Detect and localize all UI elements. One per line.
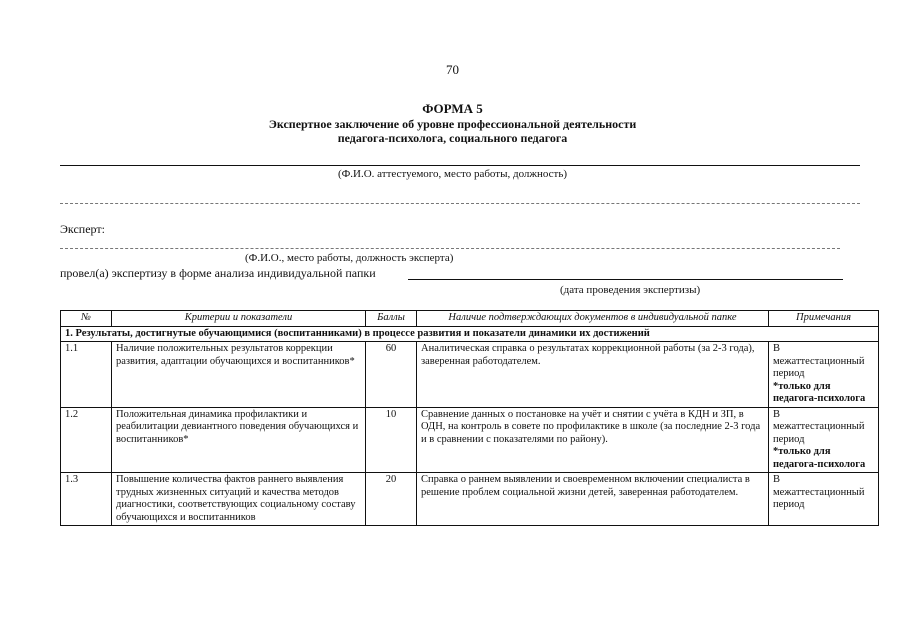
subtitle-line-2: педагога-психолога, социального педагога [337, 131, 568, 145]
page-number: 70 [446, 62, 459, 77]
row-number: 1.1 [61, 342, 112, 408]
header-criteria: Критерии и показатели [112, 311, 366, 327]
note-bold-text: *только для педагога-психолога [773, 380, 866, 404]
note-bold-text: *только для педагога-психолога [773, 446, 866, 470]
expert-name-line [60, 248, 840, 249]
attested-name-line [60, 165, 860, 166]
header-notes: Примечания [769, 311, 879, 327]
header-documents: Наличие подтверждающих документов в индивидуальной папке [417, 311, 769, 327]
expert-caption: (Ф.И.О., место работы, должность эксперта) [245, 252, 454, 264]
table-row [61, 407, 879, 473]
note-text: В межаттестационный период [773, 474, 865, 510]
row-criteria: Наличие положительных результатов коррекции развития, адаптации обучающихся и воспитанников* [112, 342, 366, 408]
row-documents: Сравнение данных о постановке на учёт и снятии с учёта в КДН и ЗП, в ОДН, на контроль в совете по профилактике в школе (за последние 2-3 года и в сравнении с показателями по району). [417, 407, 769, 473]
date-caption: (дата проведения экспертизы) [560, 284, 701, 296]
attested-caption: (Ф.И.О. аттестуемого, место работы, должность) [337, 168, 568, 180]
attested-continuation-line [60, 203, 860, 204]
row-note [769, 473, 879, 526]
header-number: № [61, 311, 112, 327]
row-score: 10 [366, 407, 417, 473]
row-documents: Аналитическая справка о результатах коррекционной работы (за 2-3 года), заверенная работодателем. [417, 342, 769, 408]
section-row [61, 326, 879, 342]
note-text: В межаттестационный период [773, 343, 865, 379]
row-score: 60 [366, 342, 417, 408]
row-documents: Справка о раннем выявлении и своевременном включении специалиста в решение проблем социальной жизни детей, заверенная работодателем. [417, 473, 769, 526]
row-criteria: Повышение количества фактов раннего выявления трудных жизненных ситуаций и качества методов диагностики, соответствующих социальному составу обучающихся и воспитанников [112, 473, 366, 526]
row-score: 20 [366, 473, 417, 526]
table-row [61, 473, 879, 526]
row-criteria: Положительная динамика профилактики и реабилитации девиантного поведения обучающихся и воспитанников* [112, 407, 366, 473]
row-note [769, 407, 879, 473]
table-header-row [61, 311, 879, 327]
row-number: 1.2 [61, 407, 112, 473]
table-row [61, 342, 879, 408]
row-note [769, 342, 879, 408]
conducted-text: провел(а) экспертизу в форме анализа индивидуальной папки [60, 266, 376, 280]
row-number: 1.3 [61, 473, 112, 526]
note-text: В межаттестационный период [773, 408, 865, 445]
expert-label: Эксперт: [60, 222, 105, 236]
subtitle-line-1: Экспертное заключение об уровне профессиональной деятельности [268, 117, 637, 131]
section-title: 1. Результаты, достигнутые обучающимися (воспитанниками) в процессе развития и показатели динамики их достижений [61, 326, 879, 342]
form-title: ФОРМА 5 [422, 101, 483, 116]
date-line [408, 279, 843, 280]
header-score: Баллы [366, 311, 417, 327]
criteria-table [60, 310, 879, 526]
